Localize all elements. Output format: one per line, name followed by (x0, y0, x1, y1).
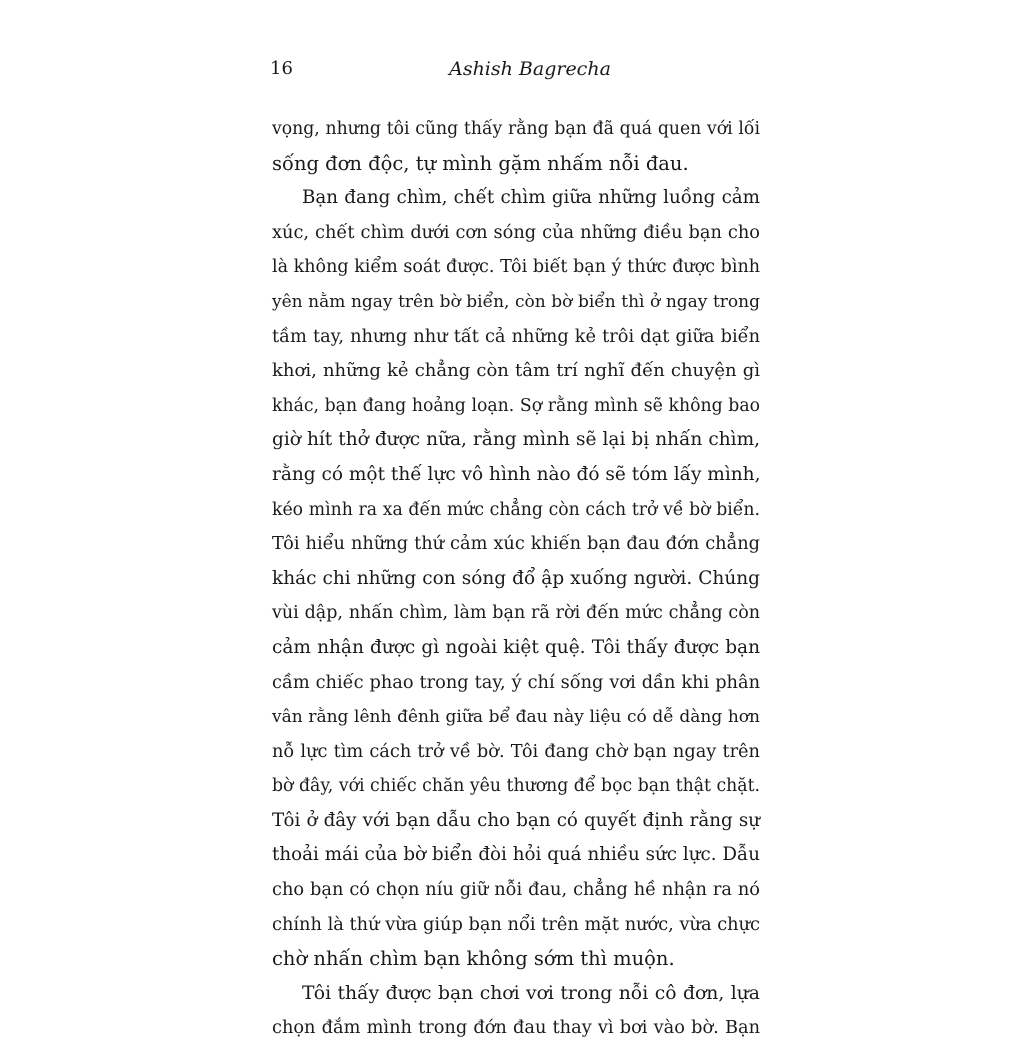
text-line: xúc, chết chìm dưới cơn sóng của những điều bạn cho (272, 222, 760, 243)
text-line: khơi, những kẻ chẳng còn tâm trí nghĩ đến chuyện gì (272, 360, 760, 382)
text-line: vọng, nhưng tôi cũng thấy rằng bạn đã quá quen với lối (272, 119, 760, 139)
text-line: cảm nhận được gì ngoài kiệt quệ. Tôi thấy được bạn (272, 636, 760, 658)
text-line: giờ hít thở được nữa, rằng mình sẽ lại bị nhấn chìm, (272, 429, 760, 451)
text-line: chọn đắm mình trong đớn đau thay vì bơi vào bờ. Bạn (272, 1018, 760, 1039)
text-line: Bạn đang chìm, chết chìm giữa những luồng cảm (302, 187, 760, 209)
text-line: yên nằm ngay trên bờ biển, còn bờ biển thì ở ngay trong (272, 291, 760, 312)
text-line: là không kiểm soát được. Tôi biết bạn ý thức được bình (272, 257, 760, 278)
text-line: vùi dập, nhấn chìm, làm bạn rã rời đến mức chẳng còn (272, 603, 760, 624)
page-number: 16 (270, 58, 293, 79)
text-line: bờ đây, với chiếc chăn yêu thương để bọc bạn thật chặt. (272, 776, 760, 797)
text-line: Tôi thấy được bạn chơi vơi trong nỗi cô đơn, lựa (302, 982, 760, 1004)
text-line: thoải mái của bờ biển đòi hỏi quá nhiều sức lực. Dẫu (272, 844, 760, 866)
text-line: khác chi những con sóng đổ ập xuống người. Chúng (272, 567, 760, 589)
text-line: khác, bạn đang hoảng loạn. Sợ rằng mình sẽ không bao (272, 395, 760, 416)
text-line: Tôi hiểu những thứ cảm xúc khiến bạn đau đớn chẳng (272, 534, 760, 555)
text-line: tầm tay, nhưng như tất cả những kẻ trôi dạt giữa biển (272, 326, 760, 347)
text-line: chờ nhấn chìm bạn không sớm thì muộn. (272, 947, 675, 971)
body-text (272, 112, 760, 1046)
running-head-author: Ashish Bagrecha (449, 58, 611, 80)
text-line: sống đơn độc, tự mình gặm nhấm nỗi đau. (272, 151, 689, 175)
text-line: cầm chiếc phao trong tay, ý chí sống vơi dần khi phân (272, 672, 760, 693)
text-line: chính là thứ vừa giúp bạn nổi trên mặt nước, vừa chực (272, 914, 760, 935)
text-line: nỗ lực tìm cách trở về bờ. Tôi đang chờ bạn ngay trên (272, 741, 760, 762)
text-line: kéo mình ra xa đến mức chẳng còn cách trở về bờ biển. (272, 499, 760, 520)
text-line: rằng có một thế lực vô hình nào đó sẽ tóm lấy mình, (272, 463, 761, 485)
text-line: vân rằng lênh đênh giữa bể đau này liệu có dễ dàng hơn (272, 707, 760, 728)
text-line: cho bạn có chọn níu giữ nỗi đau, chẳng hề nhận ra nó (272, 880, 760, 901)
text-line: Tôi ở đây với bạn dẫu cho bạn có quyết định rằng sự (272, 809, 760, 831)
